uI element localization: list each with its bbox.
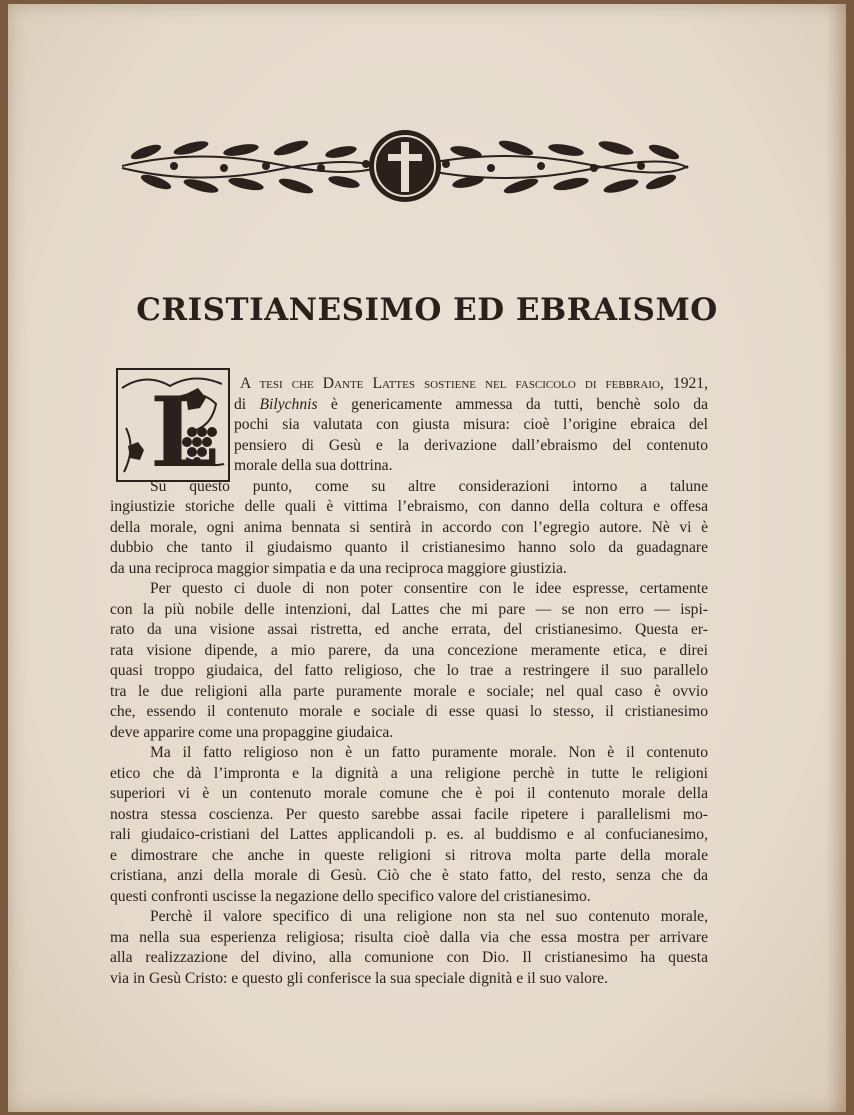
text-line: tra le due religioni alla parte puramente morale e sociale; nel qual caso è ovvio bbox=[110, 682, 708, 700]
text-line: da una reciproca maggior simpatia e da una reciproca maggiore giustizia. bbox=[110, 559, 567, 577]
text-line: questi confronti uscisse la negazione dello specifico valore del cristianesimo. bbox=[110, 887, 591, 905]
text-line: via in Gesù Cristo: e questo gli conferisce la sua speciale dignità e il suo valore. bbox=[110, 969, 608, 987]
text-line: rali giudaico-cristiani del Lattes applicandoli p. es. al buddismo e al confucianesimo, bbox=[110, 826, 708, 843]
text-line: rata visione dipende, a mio parere, da una concezione meramente etica, e direi bbox=[110, 641, 708, 659]
text-line: che, essendo il contenuto morale e sociale di esse quasi lo stesso, il cristianesimo bbox=[110, 703, 708, 720]
text-line: deve apparire come una propaggine giudaica. bbox=[110, 723, 394, 741]
text-line: nostra stessa coscienza. Per questo sarebbe assai facile ripetere i parallelismi mo- bbox=[110, 805, 708, 823]
text-line: pensiero di Gesù e la derivazione dall’ebraismo del contenuto bbox=[234, 436, 708, 454]
text-line: Su questo punto, come su altre considerazioni intorno a talune bbox=[150, 477, 708, 495]
text-line: Perchè il valore specifico di una religione non sta nel suo contenuto morale, bbox=[150, 908, 708, 925]
text-line: e dimostrare che anche in queste religioni si ritrova molta parte della morale bbox=[110, 846, 708, 864]
text-line: pochi sia valutata con giusta misura: cioè l’origine ebraica del bbox=[234, 416, 708, 433]
text-line: ingiustizie storiche delle quali è vittima l’ebraismo, con danno della coltura e offesa bbox=[110, 498, 708, 515]
text-line: A tesi che Dante Lattes sostiene nel fascicolo di febbraio, 1921, bbox=[240, 375, 708, 392]
text-line: alla realizzazione del divino, alla comunione con Dio. Il cristianesimo ha questa bbox=[110, 949, 708, 966]
text-line: di Bilychnis è genericamente ammessa da tutti, benchè solo da bbox=[234, 395, 708, 413]
text-line: etico che dà l’impronta e la dignità a una religione perchè in tutte le religioni bbox=[110, 764, 708, 782]
ornamental-banner-cross-icon bbox=[116, 128, 694, 204]
page-title: CRISTIANESIMO ED EBRAISMO bbox=[136, 292, 718, 328]
text-line: cristiana, anzi della morale di Gesù. Ciò che è stato fatto, del resto, senza che da bbox=[110, 867, 708, 884]
page-edge-shadow bbox=[826, 4, 846, 1112]
text-line: rato da una visione assai ristretta, ed anche errata, del cristianesimo. Questa er- bbox=[110, 621, 708, 638]
article-body bbox=[110, 374, 708, 989]
text-line: della morale, ogni anima bennata si sentirà in accordo con l’egregio autore. Nè vi è bbox=[110, 518, 708, 536]
dropcap-letter: L bbox=[150, 376, 218, 482]
text-line: Per questo ci duole di non poter consentire con le idee espresse, certamente bbox=[150, 580, 708, 597]
text-line: morale della sua dottrina. bbox=[234, 457, 393, 474]
text-line: dubbio che tanto il giudaismo quanto il cristianesimo hanno solo da guadagnare bbox=[110, 539, 708, 556]
text-line: superiori vi è un contenuto morale comune che è poi il contenuto morale della bbox=[110, 785, 708, 802]
text-line: ma nella sua esperienza religiosa; risulta cioè dalla via che essa mostra per arrivare bbox=[110, 928, 708, 946]
book-page bbox=[8, 4, 846, 1112]
text-line: Ma il fatto religioso non è un fatto puramente morale. Non è il contenuto bbox=[150, 744, 708, 761]
text-line: con la più nobile delle intenzioni, dal Lattes che mi pare — se non erro — ispi- bbox=[110, 600, 708, 618]
text-line: quasi troppo giudaica, del fatto religioso, che lo trae a restringere il suo parallelo bbox=[110, 662, 708, 679]
